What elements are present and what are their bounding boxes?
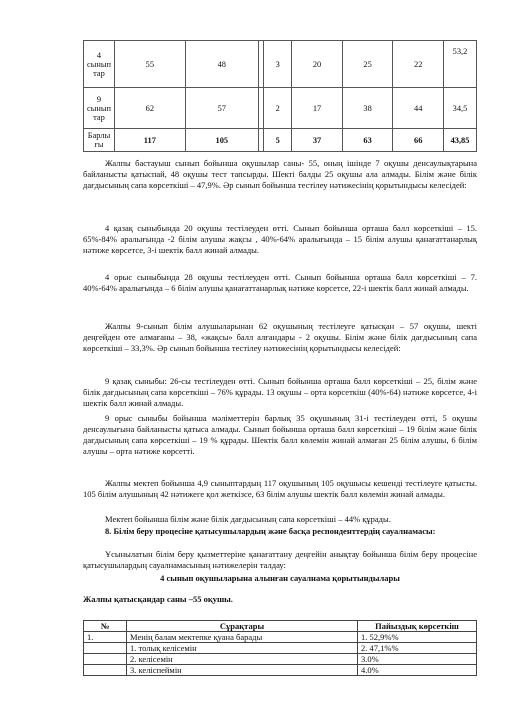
table-cell: 1. 52,9%% — [358, 632, 477, 643]
table-cell: 117 — [115, 129, 186, 152]
table-cell: 63 — [342, 129, 393, 152]
table-row — [84, 129, 477, 152]
table-cell: 3 — [264, 41, 292, 88]
table-cell: 43,85 — [444, 129, 477, 152]
paragraph-9-russian: 9 орыс сыныбы бойынша мәліметтерін барлық 35 оқушының 31-і тестілеуден өтті, 5 оқушы денсаулығына байланысты қатыса алмады. Сынып бойынша орташа балл көрсеткіші – 19 білім және білік дағдысының сапа көрсеткіші – 19 % құрады. Шектік балл көлемін жинай алмаған 25 білім алушы, 6 білім алушы – орта нәтиже көрсетті. — [83, 413, 477, 456]
results-table — [83, 40, 477, 152]
table-header-row — [84, 621, 477, 632]
table-cell: 2. келісемін — [127, 654, 358, 665]
paragraph-grade9-summary: Жалпы 9-сынып білім алушыларынан 62 оқушының тестілеуге қатысқан – 57 оқушы, шекті деңгейден өте алмағаны – 38, «жақсы» балл алғандары - 2 оқушы. Білім және білік дағдысының сапа көрсеткіші – 33,3%. Әр сынып бойынша тестілеу нәтижесінің қорытындысы келесідей: — [83, 321, 477, 353]
table-cell: 55 — [115, 41, 186, 88]
table-cell: 105 — [185, 129, 258, 152]
table-cell — [84, 665, 127, 676]
table-cell: Менің балам мектепке қуана барады — [127, 632, 358, 643]
table-cell: 1. толық келісемін — [127, 643, 358, 654]
table-cell: 20 — [292, 41, 343, 88]
table-cell: 2. 47,1%% — [358, 643, 477, 654]
row-label: 4 сынып тар — [84, 41, 115, 88]
table-cell: 44 — [393, 88, 444, 129]
table-cell: 57 — [185, 88, 258, 129]
table-row — [84, 88, 477, 129]
row-label: 9 сынып тар — [84, 88, 115, 129]
section-8-intro: Ұсынылатын білім беру қызметтеріне қанағаттану деңгейін анықтау бойынша білім беру процесіне қатысушылардың сауалнамасының нәтижелерін талдау: — [83, 549, 477, 570]
table-cell: 48 — [185, 41, 258, 88]
table-cell: 17 — [292, 88, 343, 129]
table-cell — [84, 643, 127, 654]
paragraph-4-russian: 4 орыс сыныбында 28 оқушы тестілеуден өтті. Сынып бойынша орташа балл көрсеткіші – 7. 40%-64% аралығында – 6 білім алушы қанағаттанарлық нәтиже көрсетсе, 22-і шектік балл жинай алмады. — [83, 272, 477, 293]
participants-count: Жалпы қатысқандар саны –55 оқушы. — [83, 594, 233, 604]
table-row — [84, 41, 477, 88]
table-cell: 37 — [292, 129, 343, 152]
table-cell: 3.0% — [358, 654, 477, 665]
table-cell: 4.0% — [358, 665, 477, 676]
paragraph-4-kazakh: 4 қазақ сыныбында 20 оқушы тестілеуден өтті. Сынып бойынша орташа балл көрсеткіші – 15. 65%-84% аралығында -2 білім алушы жақсы , 40%-64% аралығында – 15 білім алушы қанағаттанарлық нәтиже көрсетсе, 3-і шектік балл жинай алмады. — [83, 223, 477, 255]
table-row — [84, 654, 477, 665]
table-cell: 2 — [264, 88, 292, 129]
section-8-heading: 8. Білім беру процесіне қатысушылардың және басқа респонденттердің сауалнамасы: — [105, 526, 436, 536]
paragraph-school-summary: Жалпы мектеп бойынша 4,9 сыныптардың 117 оқушының 105 оқушысы кешенді тестілеуге қатысты. 105 білім алушының 42 нәтижеге қол жеткізсе, 63 білім алушы шектік балл көлемін жинай алмады. — [83, 478, 477, 499]
table-cell: 34,5 — [444, 88, 477, 129]
table-cell: 5 — [264, 129, 292, 152]
table-cell: 62 — [115, 88, 186, 129]
paragraph-9-kazakh: 9 қазақ сыныбы: 26-сы тестілеуден өтті. Сынып бойынша орташа балл көрсеткіші – 25, білім және білік дағдысының сапа көрсеткіші – 76% құрады. 13 оқушы – орта көрсеткіш (40%-64) нәтиже көрсетсе, 4-і шектік балл жинай алмады. — [83, 376, 477, 408]
survey-title: 4 сынып оқушыларына алынған сауалнама қорытындылары — [160, 573, 400, 583]
paragraph-school-quality: Мектеп бойынша білім және білік дағдысының сапа көрсеткіші – 44% құрады. — [105, 514, 391, 524]
paragraph-primary-summary: Жалпы бастауыш сынып бойынша оқушылар саны- 55, оның ішінде 7 оқушы денсаулықтарына байланысты қатыспай, 48 оқушы тест тапсырды. Шекті балды 25 оқушы ала алмады. Білім және білік дағдысының сапа көрсеткіші – 47,9%. Әр сынып бойынша тестілеу нәтижесінің қорытындысы келесідей: — [83, 158, 477, 190]
table-cell: 53,2 — [444, 41, 477, 88]
table-cell: 3. келіспеймін — [127, 665, 358, 676]
table-cell: 1. — [84, 632, 127, 643]
column-header: Пайыздық көрсеткіш — [358, 621, 477, 632]
table-cell — [84, 654, 127, 665]
table-row — [84, 665, 477, 676]
table-cell: 25 — [342, 41, 393, 88]
table-row — [84, 643, 477, 654]
column-header: № — [84, 621, 127, 632]
row-label: Барлы ғы — [84, 129, 115, 152]
table-cell: 38 — [342, 88, 393, 129]
table-row — [84, 632, 477, 643]
table-cell: 22 — [393, 41, 444, 88]
column-header: Сұрақтары — [127, 621, 358, 632]
table-cell: 66 — [393, 129, 444, 152]
survey-table — [83, 620, 477, 676]
